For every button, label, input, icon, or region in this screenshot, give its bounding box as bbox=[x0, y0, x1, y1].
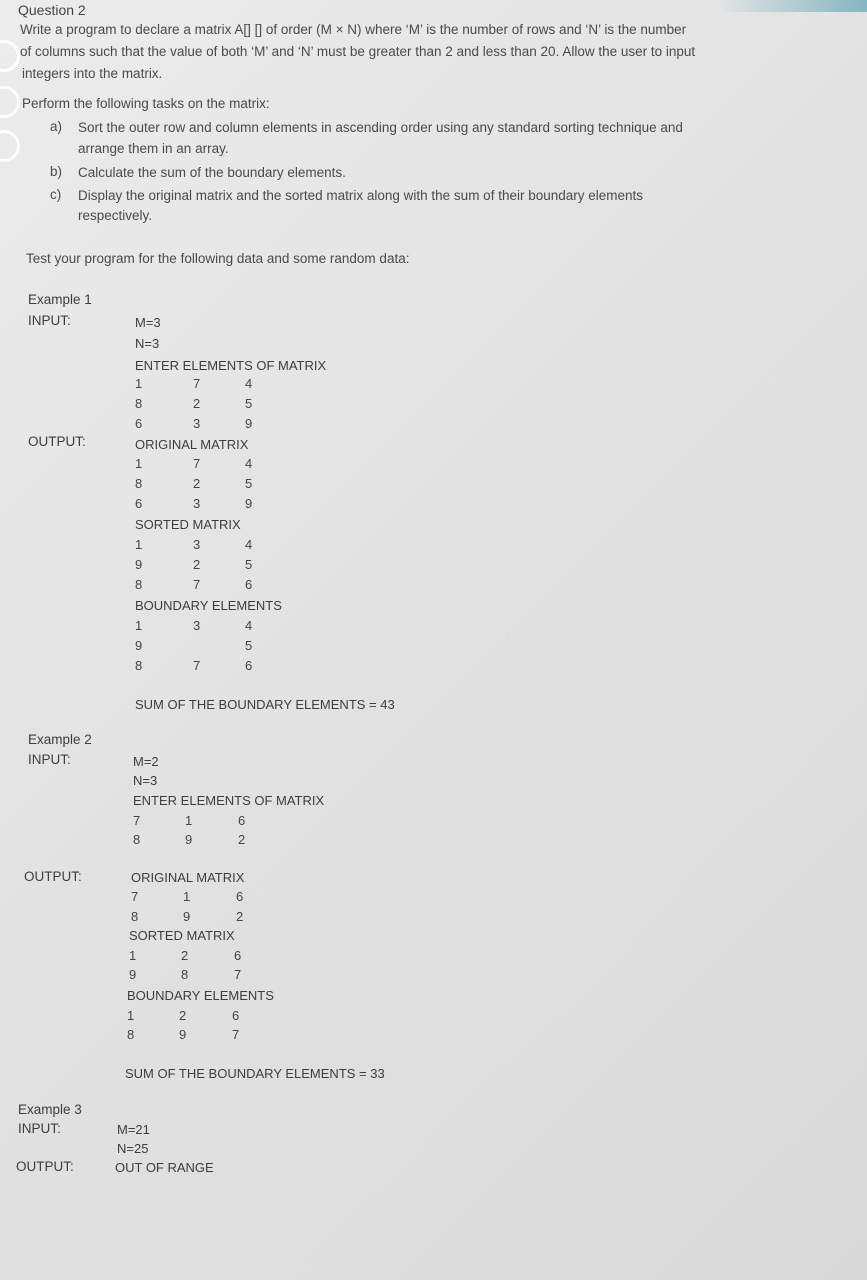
example-title: Example 3 bbox=[18, 1102, 82, 1117]
camera-ring-icon bbox=[0, 86, 20, 118]
sorted-label: SORTED MATRIX bbox=[129, 928, 235, 943]
m-value: M=3 bbox=[135, 315, 161, 330]
test-line: Test your program for the following data and some random data: bbox=[26, 251, 410, 266]
n-value: N=3 bbox=[133, 773, 158, 788]
input-label: INPUT: bbox=[28, 752, 71, 767]
task-text: Calculate the sum of the boundary elements. bbox=[78, 165, 346, 180]
output-label: OUTPUT: bbox=[24, 869, 82, 884]
n-value: N=3 bbox=[135, 336, 160, 351]
photo-corner-tint bbox=[717, 0, 867, 12]
task-letter: c) bbox=[50, 187, 62, 202]
n-value: N=25 bbox=[117, 1141, 149, 1156]
task-text: arrange them in an array. bbox=[78, 141, 229, 156]
intro-line: Write a program to declare a matrix A[] [] of order (M × N) where ‘M’ is the number of rows and ‘N’ is the number bbox=[20, 22, 687, 37]
task-text: respectively. bbox=[78, 208, 153, 223]
original-label: ORIGINAL MATRIX bbox=[135, 437, 249, 452]
input-label: INPUT: bbox=[18, 1121, 61, 1136]
intro-line: of columns such that the value of both ‘M’ and ‘N’ must be greater than 2 and less than 20. Allow the user to input bbox=[20, 44, 696, 59]
intro-line: integers into the matrix. bbox=[22, 66, 163, 81]
original-label: ORIGINAL MATRIX bbox=[131, 870, 245, 885]
output-label: OUTPUT: bbox=[28, 434, 86, 449]
enter-label: ENTER ELEMENTS OF MATRIX bbox=[135, 358, 327, 373]
example-title: Example 2 bbox=[28, 732, 92, 747]
task-text: Display the original matrix and the sorted matrix along with the sum of their boundary elements bbox=[78, 188, 644, 203]
input-label: INPUT: bbox=[28, 313, 71, 328]
task-letter: a) bbox=[50, 119, 63, 134]
sum-line: SUM OF THE BOUNDARY ELEMENTS = 43 bbox=[135, 697, 395, 712]
sum-line: SUM OF THE BOUNDARY ELEMENTS = 33 bbox=[125, 1066, 385, 1081]
camera-ring-icon bbox=[0, 40, 20, 72]
boundary-label: BOUNDARY ELEMENTS bbox=[127, 988, 274, 1003]
m-value: M=2 bbox=[133, 754, 159, 769]
intro-line: Perform the following tasks on the matrix: bbox=[22, 96, 270, 111]
boundary-label: BOUNDARY ELEMENTS bbox=[135, 598, 282, 613]
task-letter: b) bbox=[50, 164, 63, 179]
output-label: OUTPUT: bbox=[16, 1159, 74, 1174]
enter-label: ENTER ELEMENTS OF MATRIX bbox=[133, 793, 325, 808]
question-title: Question 2 bbox=[18, 2, 86, 18]
sorted-label: SORTED MATRIX bbox=[135, 517, 241, 532]
example-title: Example 1 bbox=[28, 292, 92, 307]
m-value: M=21 bbox=[117, 1122, 150, 1137]
result-text: OUT OF RANGE bbox=[115, 1160, 214, 1175]
camera-ring-icon bbox=[0, 130, 20, 162]
task-text: Sort the outer row and column elements in ascending order using any standard sorting technique and bbox=[78, 120, 683, 135]
